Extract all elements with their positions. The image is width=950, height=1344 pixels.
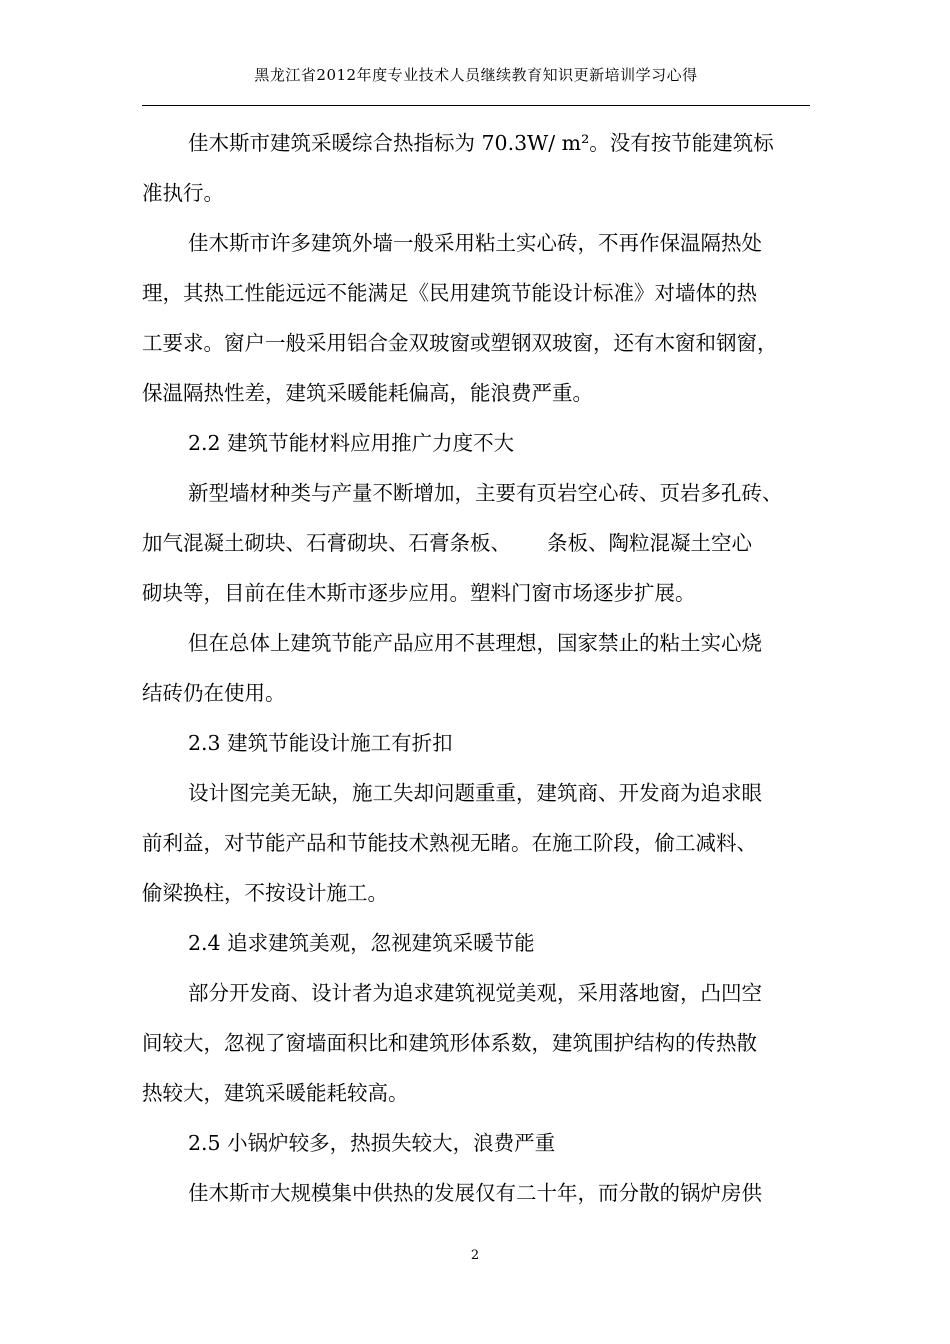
paragraph-aesthetics (142, 968, 810, 1118)
header-rule (142, 105, 810, 106)
text-line: 设计图完美无缺，施工失却问题重重，建筑商、开发商为追求眼 (188, 781, 762, 805)
text-line: 保温隔热性差，建筑采暖能耗偏高，能浪费严重。 (142, 381, 593, 405)
section-heading-2-4: 2.4 追求建筑美观，忽视建筑采暖节能 (188, 931, 535, 955)
text-line: 砌块等，目前在佳木斯市逐步应用。塑料门窗市场逐步扩展。 (142, 581, 696, 605)
text-line: 间较大，忽视了窗墙面积比和建筑形体系数，建筑围护结构的传热散 (142, 1031, 757, 1055)
paragraph-product-application (142, 618, 810, 718)
page-header: 黑龙江省2012年度专业技术人员继续教育知识更新培训学习心得 (254, 66, 698, 84)
text-line: 佳木斯市大规模集中供热的发展仅有二十年，而分散的锅炉房供 (188, 1181, 762, 1205)
text-segment: 加气混凝土砌块、石膏砌块、石膏条板、 (142, 531, 511, 555)
paragraph-heat-index (142, 118, 810, 218)
paragraph-construction (142, 768, 810, 918)
section-heading-2-5: 2.5 小锅炉较多，热损失较大，浪费严重 (188, 1131, 556, 1155)
text-line: 理，其热工性能远远不能满足《民用建筑节能设计标准》对墙体的热 (142, 281, 757, 305)
text-line: 热较大，建筑采暖能耗较高。 (142, 1081, 409, 1105)
text-line: 偷梁换柱，不按设计施工。 (142, 881, 388, 905)
text-line: 佳木斯市许多建筑外墙一般采用粘土实心砖，不再作保温隔热处 (188, 231, 762, 255)
paragraph-wall-materials (142, 468, 810, 618)
text-line (142, 518, 810, 568)
text-line: 佳木斯市建筑采暖综合热指标为 70.3W/ m²。没有按节能建筑标 (188, 131, 774, 155)
section-heading-2-2: 2.2 建筑节能材料应用推广力度不大 (188, 431, 515, 455)
text-segment: 条板、陶粒混凝土空心 (547, 531, 752, 555)
page-number: 2 (470, 1248, 480, 1263)
text-line: 新型墙材种类与产量不断增加，主要有页岩空心砖、页岩多孔砖、 (188, 481, 783, 505)
paragraph-boilers (142, 1168, 810, 1218)
text-line: 结砖仍在使用。 (142, 681, 286, 705)
section-heading-2-3: 2.3 建筑节能设计施工有折扣 (188, 731, 453, 755)
text-line: 部分开发商、设计者为追求建筑视觉美观，采用落地窗，凸凹空 (188, 981, 762, 1005)
text-line: 准执行。 (142, 181, 224, 205)
document-body (142, 118, 810, 1218)
paragraph-exterior-walls (142, 218, 810, 418)
text-line: 工要求。窗户一般采用铝合金双玻窗或塑钢双玻窗，还有木窗和钢窗， (142, 331, 778, 355)
text-line: 但在总体上建筑节能产品应用不甚理想，国家禁止的粘土实心烧 (188, 631, 762, 655)
text-line: 前利益，对节能产品和节能技术熟视无睹。在施工阶段，偷工减料、 (142, 831, 757, 855)
